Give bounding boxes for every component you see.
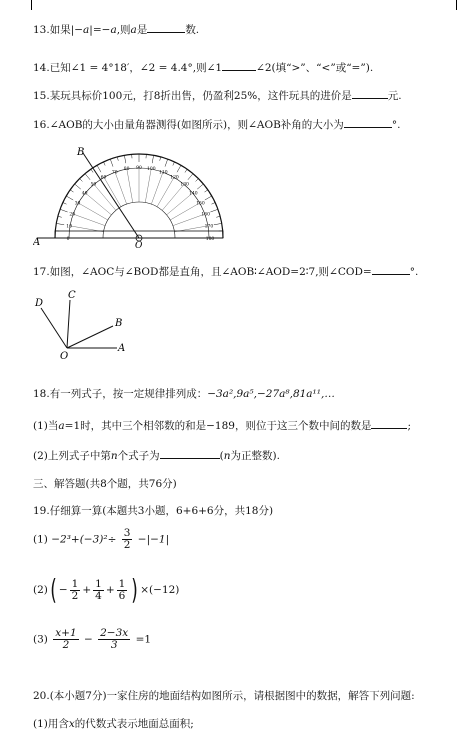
tick-mark [205,190,208,192]
protractor-tick-labels [66,165,214,242]
tick-mark [63,203,67,205]
right-paren: ) [131,573,139,606]
tick-mark [58,216,62,217]
protractor-figure [33,143,233,253]
tick-mark [91,169,93,172]
tick-label: 70 [111,170,118,176]
fraction: $\frac{1}{2}$ [71,577,79,602]
angle-figure [33,288,133,363]
tick-mark [205,196,212,200]
tick-mark [214,223,222,224]
tick-mark [124,155,125,163]
tick-mark [177,165,181,172]
fraction: $\frac{1}{4}$ [95,577,102,602]
tick-label: 0 [66,237,70,242]
question-13: 13.如果|−a|=−a,则a是 数. [33,24,200,36]
tick-mark [104,162,106,166]
question-18-part-2: (2)上列式子中第n个式子为 (n为正整数). [33,450,280,462]
label-a: A [33,237,41,248]
tick-label: 60 [100,175,107,181]
question-16: 16.∠AOB的大小由量角器测得(如图所示)，则∠AOB补角的大小为 °. [33,119,401,131]
tick-mark [66,196,73,200]
tick-label: 90 [136,166,142,171]
tick-mark [75,184,81,189]
tick-label: 130 [180,182,189,188]
question-15: 15.某玩具标价100元，打8折出售，仍盈利25%，这件玩具的进价是 元. [33,90,402,102]
tick-label: 110 [158,170,168,176]
question-19: 19.仔细算一算(本题共3小题，6+6+6分，共18分) [33,505,274,517]
tick-mark [216,216,220,217]
tick-mark [160,157,161,161]
tick-label: 160 [201,212,211,218]
label-o: O [60,351,69,362]
tick-label: 30 [74,201,81,207]
tick-label: 80 [123,167,130,173]
spoke [145,169,151,202]
tick-mark [196,179,199,182]
tick-mark [165,159,168,167]
fraction: $\frac{1}{6}$ [118,577,126,602]
crop-mark-left [31,0,32,10]
answer-blank[interactable] [160,448,220,459]
tick-mark [173,162,175,166]
question-20: 20.(本小题7分)一家住房的地面结构如图所示，请根据图中的数据，解答下列问题: [33,690,415,702]
question-19-part-2: (2)( − $\frac{1}{2}$ + $\frac{1}{4}$ + $\frac{1}{6}$ ) ×(−12) [33,573,180,606]
tick-mark [197,184,203,189]
section-title: 三、解答题(共8个题，共76分) [33,478,177,490]
tick-mark [152,155,153,163]
tick-label: 40 [81,191,88,197]
label-d: D [35,298,44,309]
question-19-part-1: (1) −2³+(−3)²÷ $\frac{3}{2}$ −|−1| [33,527,170,551]
tick-mark [60,209,68,212]
tick-mark [80,179,83,182]
answer-blank[interactable] [352,88,388,99]
tick-mark [117,157,118,161]
tick-mark [188,174,193,180]
answer-blank[interactable] [147,22,185,33]
tick-label: 100 [147,167,156,173]
crop-mark-right [456,0,457,10]
spoke [127,169,133,202]
label-o: O [135,241,143,251]
spoke [85,193,111,215]
tick-mark [70,190,73,192]
tick-label: 170 [204,224,214,230]
answer-blank[interactable] [371,418,407,429]
tick-label: 10 [66,224,72,230]
answer-blank[interactable] [222,60,256,71]
label-b: B [115,318,123,329]
question-19-part-3: (3) $\frac{x+1}{2}$ − $\frac{2-3x}{3}$ =1 [33,627,152,651]
tick-label: 150 [196,201,205,207]
label-a: A [118,343,126,354]
fraction: $\frac{3}{2}$ [123,527,131,551]
tick-label: 50 [90,182,97,188]
fraction: $\frac{x+1}{2}$ [55,627,77,651]
answer-blank[interactable] [372,264,410,275]
tick-label: 140 [189,191,198,197]
tick-label: 180 [205,237,215,242]
question-18-part-1: (1)当a=1时，其中三个相邻数的和是−189，则位于这三个数中间的数是 ; [33,420,412,432]
question-20-part-1: (1)用含x的代数式表示地面总面积; [33,718,194,730]
question-17: 17.如图，∠AOC与∠BOD都是直角，且∠AOB∶∠AOD=2∶7,则∠COD= °. [33,266,419,278]
spoke [162,184,184,210]
tick-label: 120 [170,175,179,181]
question-14: 14.已知∠1 = 4°18′，∠2 = 4.4°,则∠1 ∠2(填“>”、“<”或“=”). [33,62,374,74]
tick-label: 20 [69,212,76,218]
answer-blank[interactable] [344,117,392,128]
tick-mark [110,159,113,167]
label-c: C [68,290,76,301]
fraction: $\frac{2-3x}{3}$ [100,627,129,651]
left-paren: ( [50,573,57,606]
tick-mark [212,203,216,205]
tick-mark [85,174,90,180]
question-18: 18.有一列式子，按一定规律排列成：−3a²,9a⁵,−27a⁸,81a¹¹,… [33,388,335,400]
label-b: B [77,147,85,158]
tick-mark [97,165,101,172]
tick-mark [56,223,64,224]
tick-mark [185,169,187,172]
tick-mark [210,209,218,212]
